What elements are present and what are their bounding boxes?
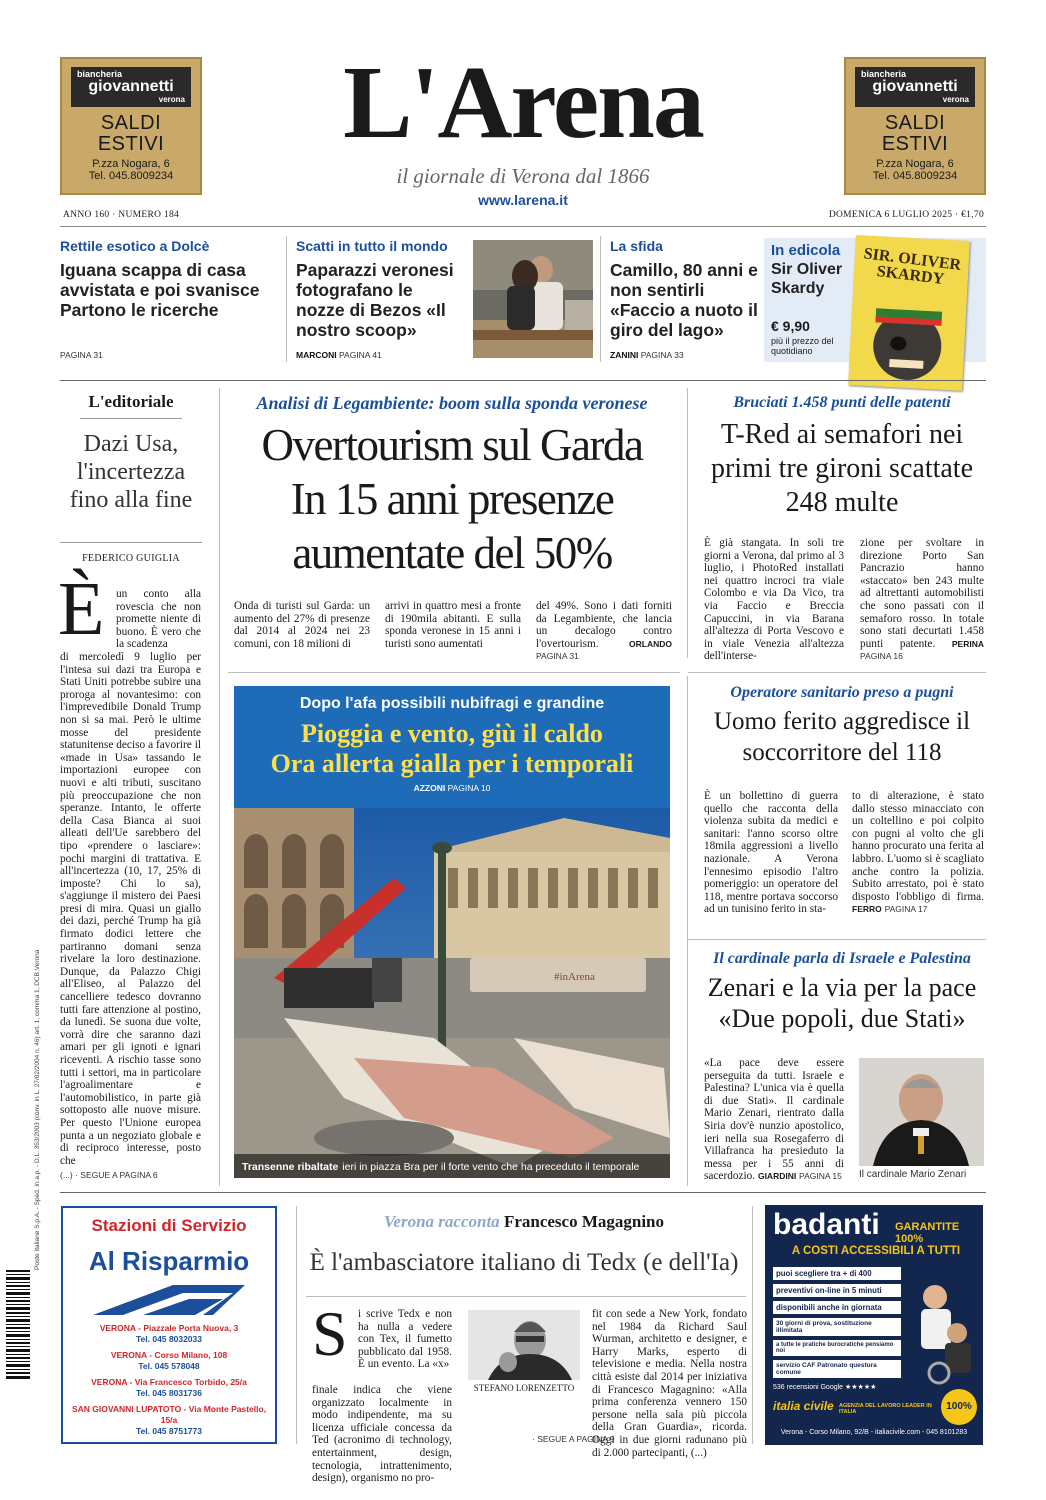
loc-city: VERONA [99,1323,136,1333]
credit-page: PAGINA 33 [640,350,684,360]
ad-estivi: ESTIVI [97,133,165,155]
ad-tel: Tel. 045.8009234 [88,170,174,182]
section-rule [228,672,680,673]
book-title: SIR. OLIVER SKARDY [862,245,962,289]
zenari-text-body: «La pace deve essere perseguita da tutti. Israele e Palestina? L'unica via è quella di due Stati». Il cardinale Mario Zenari, rientrato dalla Siria dov'è nunzio apostolico, ieri nella sua Rosegaferro di Villafranca ha presieduto la messa per i 55 anni di sacerdozio. [704,1057,844,1183]
giovannetti-logo [71,67,191,107]
zenari-text [704,1057,844,1183]
giovannetti-ad-left[interactable] [60,57,202,195]
zenari-headline-line1: Zenari e la via per la pace [707,973,977,1002]
ad-line2: giovannetti [872,78,958,95]
caption-bold: Transenne ribaltate [242,1161,339,1173]
verona-col3: fit con sede a New York, fondato nel 1984 da Richard Saul Wurman, architetto e designer, e Harry Marks, esperto di televisione e media. Nella nostra città esiste dal 2014 per iniziativa di Francesco Magagnino: «Alla prima conferenza vennero 150 persone nella sala più piccola della Gran Guardia», ricorda. Oggi in due giorni radunano più di 2.000 partecipanti, (...) [592,1308,747,1459]
credit-page: PAGINA 15 [799,1171,842,1182]
verona-col1-top: i scrive Tedx e non ha nulla a vedere con Tex, il fumetto pubblicato dal 1958. È un evento. La «x» [358,1308,452,1371]
divider [296,1206,297,1444]
edicola-price: € 9,90 [771,318,810,334]
teaser-kicker: Rettile esotico a Dolcè [60,238,210,254]
ad-address: P.zza Nogara, 6 [876,158,954,170]
badanti-bullet: disponibili anche in giornata [773,1301,901,1314]
badanti-ad[interactable] [765,1205,983,1445]
teaser-kicker: La sfida [610,238,663,254]
ad-line1: biancheria [77,69,123,79]
loc-tel: Tel. 045 8032033 [135,1334,202,1344]
tred-kicker: Bruciati 1.458 punti delle patenti [733,394,951,411]
badanti-bullet: 30 giorni di prova, sostituzione illimitata [773,1318,901,1336]
teaser-headline: Iguana scappa di casa avvistata e poi svanisce Partono le ricerche [60,260,260,320]
badanti-brand: italia civile [773,1399,834,1413]
weather-credit [234,783,670,793]
teaser-credit [296,350,382,360]
badanti-agency: AGENZIA DEL LAVORO LEADER IN ITALIA [839,1403,932,1415]
loc-tel: Tel. 045 578048 [138,1361,200,1371]
stazioni-title: Stazioni di Servizio [91,1216,247,1235]
tred-headline[interactable]: T-Red ai semafori nei primi tre gironi scattate 248 multe [710,419,974,518]
section-rule [688,939,986,940]
editorial-rule [80,418,182,419]
masthead-rule [60,226,986,227]
stazioni-subtitle: Al Risparmio [88,1246,250,1276]
credit-author: PERINA [951,638,984,649]
editorial-text-top: un conto alla rovescia che non promette niente di buono. È vero che la scadenza [116,588,201,651]
loc-addr: Via Monte Pastello, 15/a [160,1404,267,1425]
masthead-url[interactable]: www.larena.it [478,192,568,208]
loc-addr: Piazzale Porta Nuova, 3 [143,1323,239,1333]
tred-col2 [860,537,984,663]
divider [286,236,287,362]
badanti-badge: 100% [941,1389,977,1425]
teaser-iguana[interactable] [60,238,280,320]
editorial-rule [60,542,202,543]
verona-author: STEFANO LORENZETTO [473,1383,575,1393]
ad-saldi: SALDI [884,112,946,134]
badanti-bullets [773,1267,901,1378]
credit-author: FERRO [852,904,882,915]
zenari-kicker: Il cardinale parla di Israele e Palestina [713,950,971,967]
teaser-paparazzi[interactable] [296,238,466,340]
teaser-kicker: Scatti in tutto il mondo [296,238,448,254]
divider [687,388,688,658]
photo-caption [242,1161,640,1173]
ad-line2: giovannetti [88,78,174,95]
lorenzetto-photo [468,1310,580,1380]
zenari-photo-caption: Il cardinale Mario Zenari [859,1169,967,1180]
verona-dropcap: S [312,1298,348,1369]
badanti-guarantee: GARANTITE 100% [895,1221,960,1245]
kicker-series: Verona racconta [383,1212,500,1231]
lead-headline[interactable] [228,418,676,580]
teaser-credit: PAGINA 31 [60,350,103,360]
piazza-bra-photo [234,808,670,1178]
badanti-reviews: 536 recensioni Google ★★★★★ [773,1384,877,1391]
badanti-bullet: puoi scegliere tra + di 400 [773,1267,901,1280]
edicola-note: più il prezzo del quotidiano [771,336,834,356]
operatore-headline[interactable]: Uomo ferito aggredisce il soccorritore del 118 [713,708,971,766]
book-cover [848,235,970,391]
section-rule [306,1296,746,1297]
divider [600,236,601,362]
giovannetti-ad-right[interactable] [844,57,986,195]
loc-tel: Tel. 045 8751773 [135,1426,202,1436]
verona-col1: finale indica che viene organizzato localmente in modo indipendente, ma su licenza ufficiale concessa da Ted (acronimo di technology, entertainment, design, tecnologia, intrattenimento, design), organismo no pro- [312,1384,452,1485]
zenari-headline-line2: «Due popoli, due Stati» [718,1004,966,1033]
ad-tel: Tel. 045.8009234 [872,170,958,182]
teaser-camillo[interactable] [610,238,760,340]
weather-kicker: Dopo l'afa possibili nubifragi e grandine [299,695,605,712]
giovannetti-logo [855,67,975,107]
badanti-bullet: preventivi on-line in 5 minuti [773,1284,901,1297]
zenari-headline[interactable] [700,972,984,1034]
ad-estivi: ESTIVI [881,133,949,155]
masthead-title: L'Arena [343,45,703,160]
credit-page: PAGINA 41 [338,350,382,360]
ad-line1: biancheria [861,69,907,79]
divider [752,1206,753,1444]
divider [687,676,688,1186]
edicola-kicker: In edicola [771,242,841,259]
editorial-author: FEDERICO GUIGLIA [82,553,180,564]
credit-author: AZZONI [413,783,446,793]
verona-continue[interactable]: · SEGUE A PAGINA 9 [532,1434,615,1444]
credit-page: PAGINA 17 [884,904,928,915]
masthead-tagline: il giornale di Verona dal 1866 [396,164,650,188]
teaser-headline: Paparazzi veronesi fotografano le nozze di Bezos «Il nostro scoop» [296,260,454,340]
zenari-photo [859,1058,984,1166]
loc-addr: Corso Milano, 108 [154,1350,228,1360]
loc-city: SAN GIOVANNI LUPATOTO [71,1404,182,1414]
loc-city: VERONA [110,1350,147,1360]
editorial-title[interactable]: Dazi Usa, l'incertezza fino alla fine [69,431,193,513]
loc-tel: Tel. 045 8031736 [135,1388,202,1398]
ad-saldi: SALDI [100,112,162,134]
barrier-text: #inArena [554,971,595,983]
operatore-col2-text: to di alterazione, è stato dallo stesso minacciato con un coltellino e poi colpito con pugni al volto che gli hanno procurato una ferita al labbro. L'uomo si è scagliato anche contro la polizia. Subito arrestato, poi è stato disposto l'obbligo di firma. [852,790,984,903]
badanti-bullet: a tutte le pratiche burocratiche pensiamo noi [773,1340,901,1356]
lead-col2: arrivi in quattro mesi a fronte di 190mila abitanti. E sulla sponda veronese in 15 anni i turisti sono aumentati [385,600,521,650]
badanti-subtitle: A COSTI ACCESSIBILI A TUTTI [791,1245,961,1257]
operatore-kicker: Operatore sanitario preso a pugni [730,684,954,701]
credit-page: PAGINA 10 [447,783,491,793]
weather-headline-line2: Ora allerta gialla per i temporali [270,749,634,778]
stazioni-road-graphic [63,1281,275,1317]
lead-kicker: Analisi di Legambiente: boom sulla sponda veronese [256,393,648,413]
divider [219,388,220,1186]
edicola-box[interactable] [764,238,986,362]
weather-headline-line1: Pioggia e vento, giù il caldo [301,719,603,748]
editorial-continue[interactable]: (...) · SEGUE A PAGINA 6 [60,1170,158,1180]
section-rule [688,672,986,673]
operatore-col1: È un bollettino di guerra quello che racconta della violenza subita da medici e sanitari: l'anno scorso oltre 18mila aggressioni a livello nazionale. A Verona l'ennesimo episodio l'altro pomeriggio: un operatore del 118, mentre portava soccorso ad un tunisino ferito in sta- [704,790,838,916]
tred-col2-text: zione per svoltare in direzione Porto San Pancrazio hanno «staccato» ben 243 multe ad altrettanti automobilisti che sono passati con il semaforo rosso. In totale sono stati decurtati 1.458 punti patente. [860,537,984,650]
postal-notice: Poste Italiane S.p.A. - Sped. in a.p. - D.L. 353/2003 (conv. in L. 27/02/2004 n. 46) art. 1, comma 1, DCB Verona [34,949,41,1270]
ad-address: P.zza Nogara, 6 [92,158,170,170]
teaser-headline: Camillo, 80 anni e non sentirli «Faccio a nuoto il giro del lago» [610,260,758,340]
section-rule [60,1192,986,1193]
kicker-subject: Francesco Magagnino [503,1212,665,1231]
bezos-wedding-photo [473,240,593,358]
credit-page: PAGINA 16 [860,651,903,662]
credit-page: PAGINA 31 [536,651,579,662]
lead-col1: Onda di turisti sul Garda: un aumento del 27% di presenze dal 2014 al 2024 nei 23 comuni, con 18 milioni di [234,600,370,650]
lead-headline-line2: In 15 anni presenze [290,474,614,524]
teaser-credit [610,350,684,360]
verona-racconta-headline[interactable]: È l'ambasciatore italiano di Tedx (e dell'Ia) [309,1249,739,1276]
lead-headline-line1: Overtourism sul Garda [261,420,643,470]
editorial-dropcap: È [58,567,105,651]
loc-addr: Via Francesco Torbido, 25/a [134,1377,247,1387]
badanti-footer: Verona - Corso Milano, 92/B - italiacivile.com - 045 8101283 [780,1429,968,1436]
loc-city: VERONA [91,1377,128,1387]
credit-author: MARCONI [296,350,337,360]
editorial-label: L'editoriale [88,392,174,411]
verona-racconta-kicker [300,1212,748,1232]
date-price: DOMENICA 6 LUGLIO 2025 · €1,70 [828,210,984,220]
badanti-people-illustration [905,1275,977,1385]
badanti-title: badanti [773,1208,880,1241]
badanti-bullet: servizio CAF Patronato questura comune [773,1360,901,1378]
operatore-col2 [852,790,984,916]
credit-author: ZANINI [610,350,639,360]
credit-author: GIARDINI [757,1171,797,1182]
lead-headline-line3: aumentate del 50% [292,528,612,578]
issue-number: ANNO 160 · NUMERO 184 [63,210,180,220]
book-illustration [848,293,967,389]
stazioni-ad[interactable] [61,1206,277,1444]
credit-author: ORLANDO [629,638,672,649]
section-rule [60,380,986,381]
lead-col3 [536,600,672,663]
ad-line3: verona [158,95,185,104]
weather-banner[interactable] [234,686,670,808]
editorial-text: di mercoledì 9 luglio per l'intesa sui dazi tra Europa e Stati Uniti potrebbe subire una proroga al novantesimo: con l'imprevedibile Donald Trump non si sa mai. Però le ultime mosse del presidente statunitense deciso a favorire il «made in Usa» tassando le importazioni europee con nuovi e alti tributi, suscitano più preoccupazione che non speranze. Intanto, le offerte della Casa Bianca ai suoi alleati dell'Ue sarebbero del tipo «prendere o lasciare»: pochi margini di trattativa. E all'incertezza (10, 17, 25% di imposte? Chi lo sa), s'aggiunge il mistero dei Paesi presi di mira. Quasi un giallo dei dazi, perché Trump ha già firmato dodici lettere che partiranno domani senza rivelare la loro destinazione. Dunque, da Palazzo Chigi all'Eliseo, al Palazzo del cancelliere tedesco dovranno tutti fare attenzione al postino, da lunedì. Se suona due volte, vorrà dire che saranno dazi amari per gli ignoti e ignari riceventi. A rischio tasse sono tutti i settori, ma in particolare l'agroalimentare e l'automobilistico, in parte già sottoposto alle nuove misure. Per questo l'Unione europea punta a un negoziato globale e di reciproco interesse, posto che [60,651,201,1167]
barcode [6,1270,30,1380]
edicola-title: Sir Oliver Skardy [771,261,843,297]
ad-line3: verona [942,95,969,104]
tred-col1: È già stangata. In soli tre giorni a Verona, dal primo al 3 luglio, i PhotoRed installati nei quattro incroci tra viale Colombo e via Da Vico, tra via Faccio e Breccia Capuccini, in via Barana all'altezza di Porta Vescovo e in viale Venezia all'altezza dell'interse- [704,537,844,663]
stazioni-locations: VERONA - Piazzale Porta Nuova, 3 Tel. 045 8032033 VERONA - Corso Milano, 108 Tel. 045 578048 VERONA - Via Francesco Torbido, 25/a Tel. 045 8031736 SAN GIOVANNI LUPATOTO - Via Monte Pastello, 15/a Tel. 045 8751773 [63,1323,275,1437]
lead-col3-text: del 49%. Sono i dati forniti da Legambiente, che lancia un decalogo contro l'overtourism. [536,600,672,650]
caption-text: ieri in piazza Bra per il forte vento che ha preceduto il temporale [342,1161,640,1173]
